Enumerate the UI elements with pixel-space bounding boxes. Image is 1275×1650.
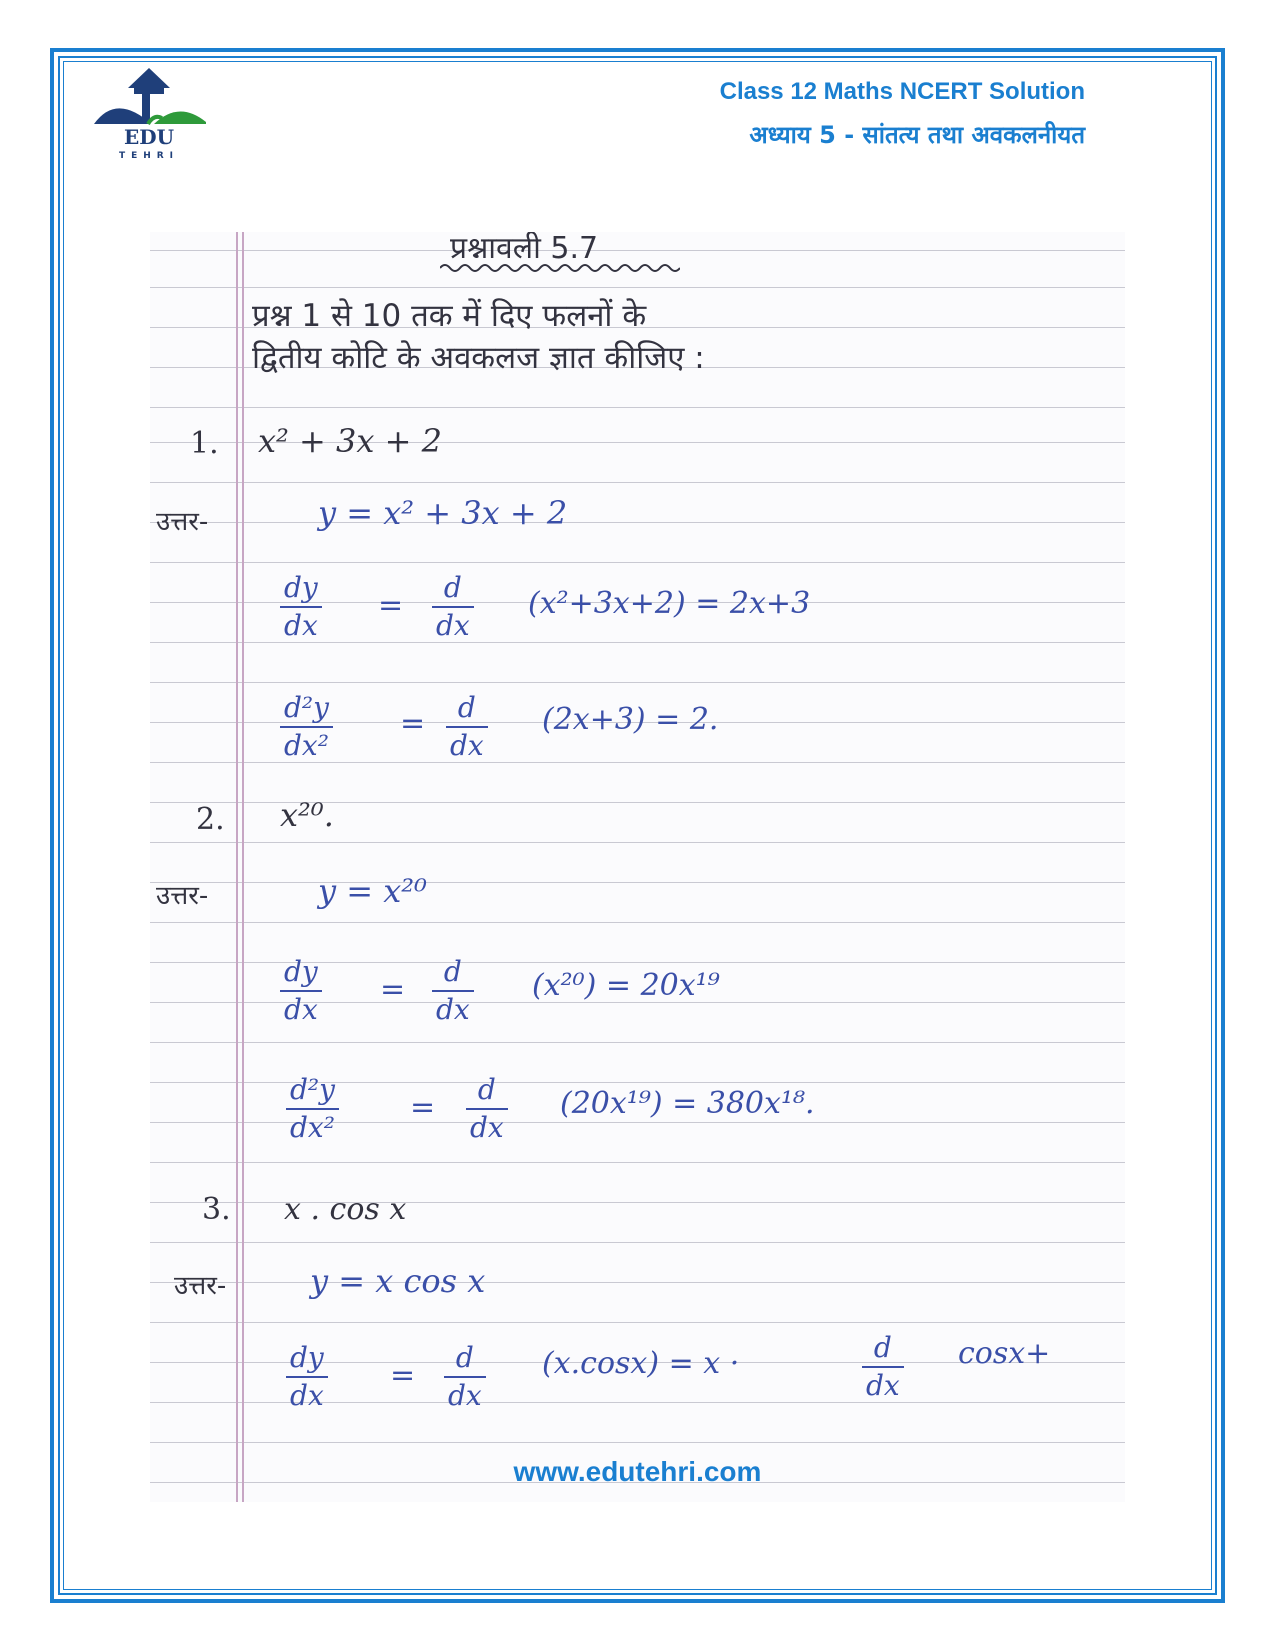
heading-underline [440,262,680,274]
answer-function: y = x² + 3x + 2 [318,494,568,532]
ruled-line [150,482,1125,483]
svg-text:EDU: EDU [123,125,175,149]
question-number: 2. [196,802,225,837]
ruled-line [150,1442,1125,1443]
equals-sign: = [390,1358,416,1393]
notebook-page [150,232,1125,1502]
second-derivative-result: (20x¹⁹) = 380x¹⁸. [560,1086,815,1121]
equals-sign: = [410,1090,436,1125]
ruled-line [150,1282,1125,1283]
fraction-d2y-dx2: $\frac{\text{d²y}}{\text{dx²}}$ [280,690,333,764]
first-derivative-result: (x²+3x+2) = 2x+3 [528,586,811,621]
answer-label: उत्तर- [156,507,209,537]
first-derivative-result: (x.cosx) = x · [542,1346,740,1381]
fraction-d-dx: $\frac{d}{dx}$ [446,690,488,764]
margin-line [242,232,244,1502]
ruled-line [150,1162,1125,1163]
question-expression: x² + 3x + 2 [258,422,442,460]
ruled-line [150,882,1125,883]
instruction-line-1: प्रश्न 1 से 10 तक में दिए फलनों के [252,298,647,334]
fraction-d-dx: $\frac{d}{dx}$ [466,1072,508,1146]
question-expression: x²⁰. [280,796,334,834]
ruled-line [150,1242,1125,1243]
footer-url[interactable]: www.edutehri.com [513,1456,762,1487]
question-number: 3. [202,1192,231,1227]
answer-label: उत्तर- [156,881,209,911]
ruled-line [150,682,1125,683]
ruled-line [150,407,1125,408]
margin-line [236,232,238,1502]
equals-sign: = [400,706,426,741]
exercise-heading: प्रश्नावली 5.7 [450,232,599,266]
chapter-title: अध्याय 5 - सांतत्य तथा अवकलनीयत [749,121,1085,149]
first-derivative-continuation: cosx+ [958,1336,1051,1371]
equals-sign: = [378,588,404,623]
answer-function: y = x²⁰ [318,872,427,910]
edutehri-logo [84,66,214,162]
ruled-line [150,1042,1125,1043]
instruction-line-2: द्वितीय कोटि के अवकलज ज्ञात कीजिए : [252,340,705,376]
ruled-line [150,1322,1125,1323]
second-derivative-result: (2x+3) = 2. [542,702,719,737]
ruled-line [150,522,1125,523]
fraction-dy-dx: $\frac{dy}{dx}$ [286,1340,328,1414]
fraction-d-dx: $\frac{d}{dx}$ [444,1340,486,1414]
fraction-dy-dx: $\frac{dy}{dx}$ [280,954,322,1028]
header-title: Class 12 Maths NCERT Solution [719,78,1085,105]
svg-text:TEHRI: TEHRI [118,151,180,161]
answer-function: y = x cos x [310,1262,486,1300]
question-number: 1. [190,426,219,461]
fraction-d-dx: $\frac{d}{dx}$ [432,954,474,1028]
ruled-line [150,922,1125,923]
answer-label: उत्तर- [174,1271,227,1301]
first-derivative-result: (x²⁰) = 20x¹⁹ [532,968,720,1003]
ruled-line [150,250,1125,251]
fraction-d-dx: $\frac{d}{dx}$ [862,1330,904,1404]
ruled-line [150,287,1125,288]
fraction-dy-dx: $\frac{dy}{dx}$ [280,570,322,644]
ruled-line [150,842,1125,843]
fraction-d-dx: $\frac{d}{dx}$ [432,570,474,644]
question-expression: x . cos x [284,1192,407,1227]
equals-sign: = [380,972,406,1007]
fraction-d2y-dx2: $\frac{\text{d²y}}{\text{dx²}}$ [286,1072,339,1146]
ruled-line [150,562,1125,563]
